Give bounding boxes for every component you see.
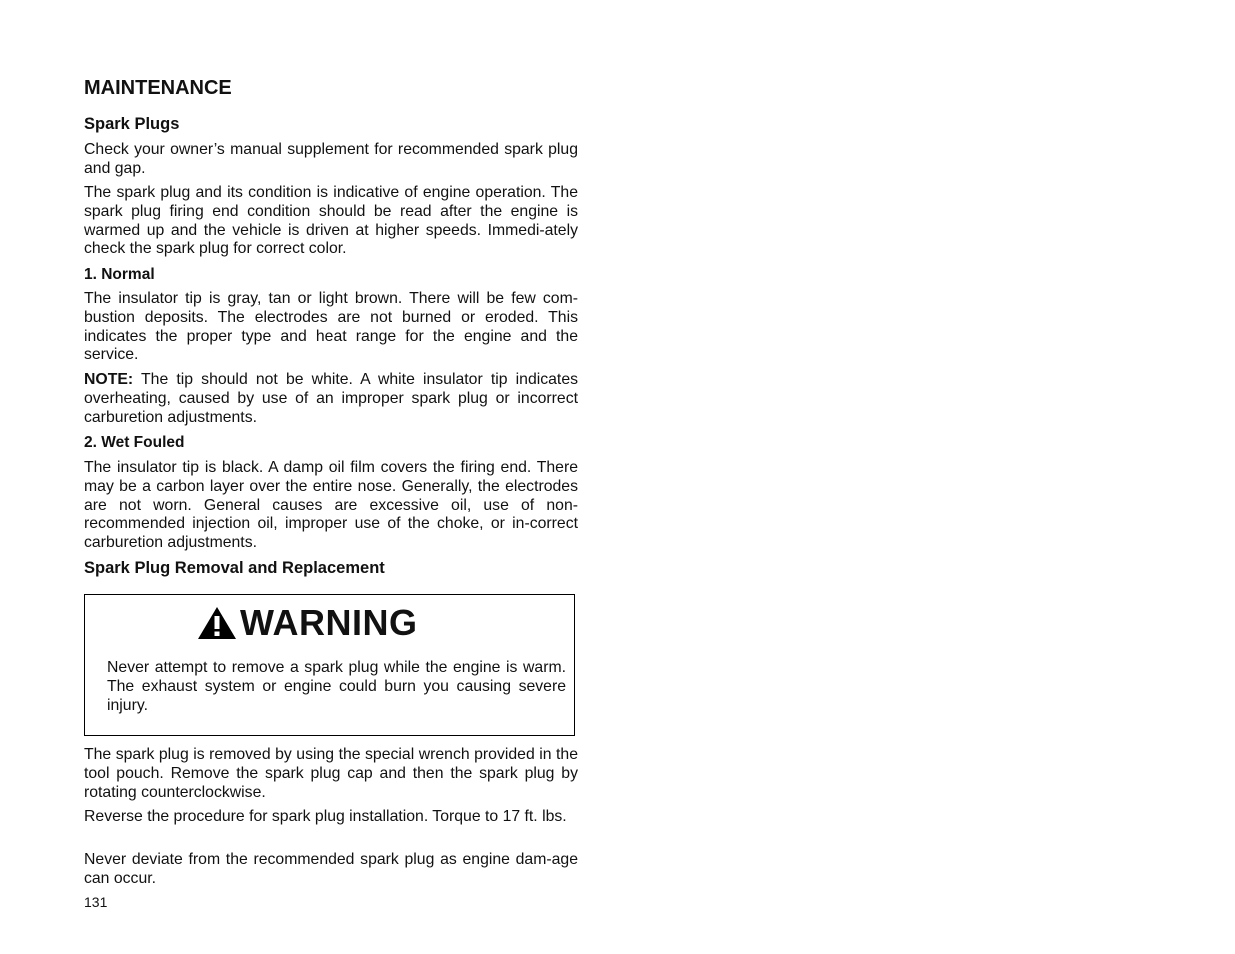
removal-heading: Spark Plug Removal and Replacement xyxy=(84,559,385,577)
removal-paragraph-2: Reverse the procedure for spark plug installation. Torque to 17 ft. lbs. xyxy=(84,808,567,825)
warning-box xyxy=(84,594,575,736)
spark-plugs-paragraph-2: The spark plug and its condition is indicative of engine operation. The spark plug firing end condition should be read after the engine is warmed up and the vehicle is driven at higher speeds. Immedi-ately check the spark plug for correct color. xyxy=(84,184,578,258)
section-title: MAINTENANCE xyxy=(84,77,232,99)
note-paragraph xyxy=(84,371,578,427)
normal-heading: 1. Normal xyxy=(84,266,155,283)
spark-plugs-heading: Spark Plugs xyxy=(84,115,180,133)
removal-paragraph-1: The spark plug is removed by using the special wrench provided in the tool pouch. Remove the spark plug cap and then the spark plug by rotating counterclockwise. xyxy=(84,746,578,801)
warning-triangle-icon xyxy=(197,606,237,640)
note-label: NOTE: xyxy=(84,371,134,388)
wet-fouled-heading: 2. Wet Fouled xyxy=(84,434,185,451)
note-text: The tip should not be white. A white insulator tip indicates overheating, caused by use of an improper spark plug or incorrect carburetion adjustments. xyxy=(84,371,578,426)
page-number: 131 xyxy=(84,894,108,910)
spark-plugs-paragraph-1: Check your owner’s manual supplement for recommended spark plug and gap. xyxy=(84,141,578,177)
removal-paragraph-3: Never deviate from the recommended spark plug as engine dam-age can occur. xyxy=(84,851,578,887)
normal-paragraph: The insulator tip is gray, tan or light brown. There will be few com-bustion deposits. The electrodes are not burned or eroded. This indicates the proper type and heat range for the engine and the service. xyxy=(84,290,578,364)
warning-text: Never attempt to remove a spark plug while the engine is warm. The exhaust system or engine could burn you causing severe injury. xyxy=(107,659,566,714)
warning-title: WARNING xyxy=(240,602,418,643)
wet-fouled-paragraph: The insulator tip is black. A damp oil film covers the firing end. There may be a carbon layer over the entire nose. Generally, the electrodes are not worn. General causes are excessive oil, use of non-recommended injection oil, improper use of the choke, or in-correct carburetion adjustments. xyxy=(84,459,578,552)
warning-header xyxy=(197,603,418,643)
